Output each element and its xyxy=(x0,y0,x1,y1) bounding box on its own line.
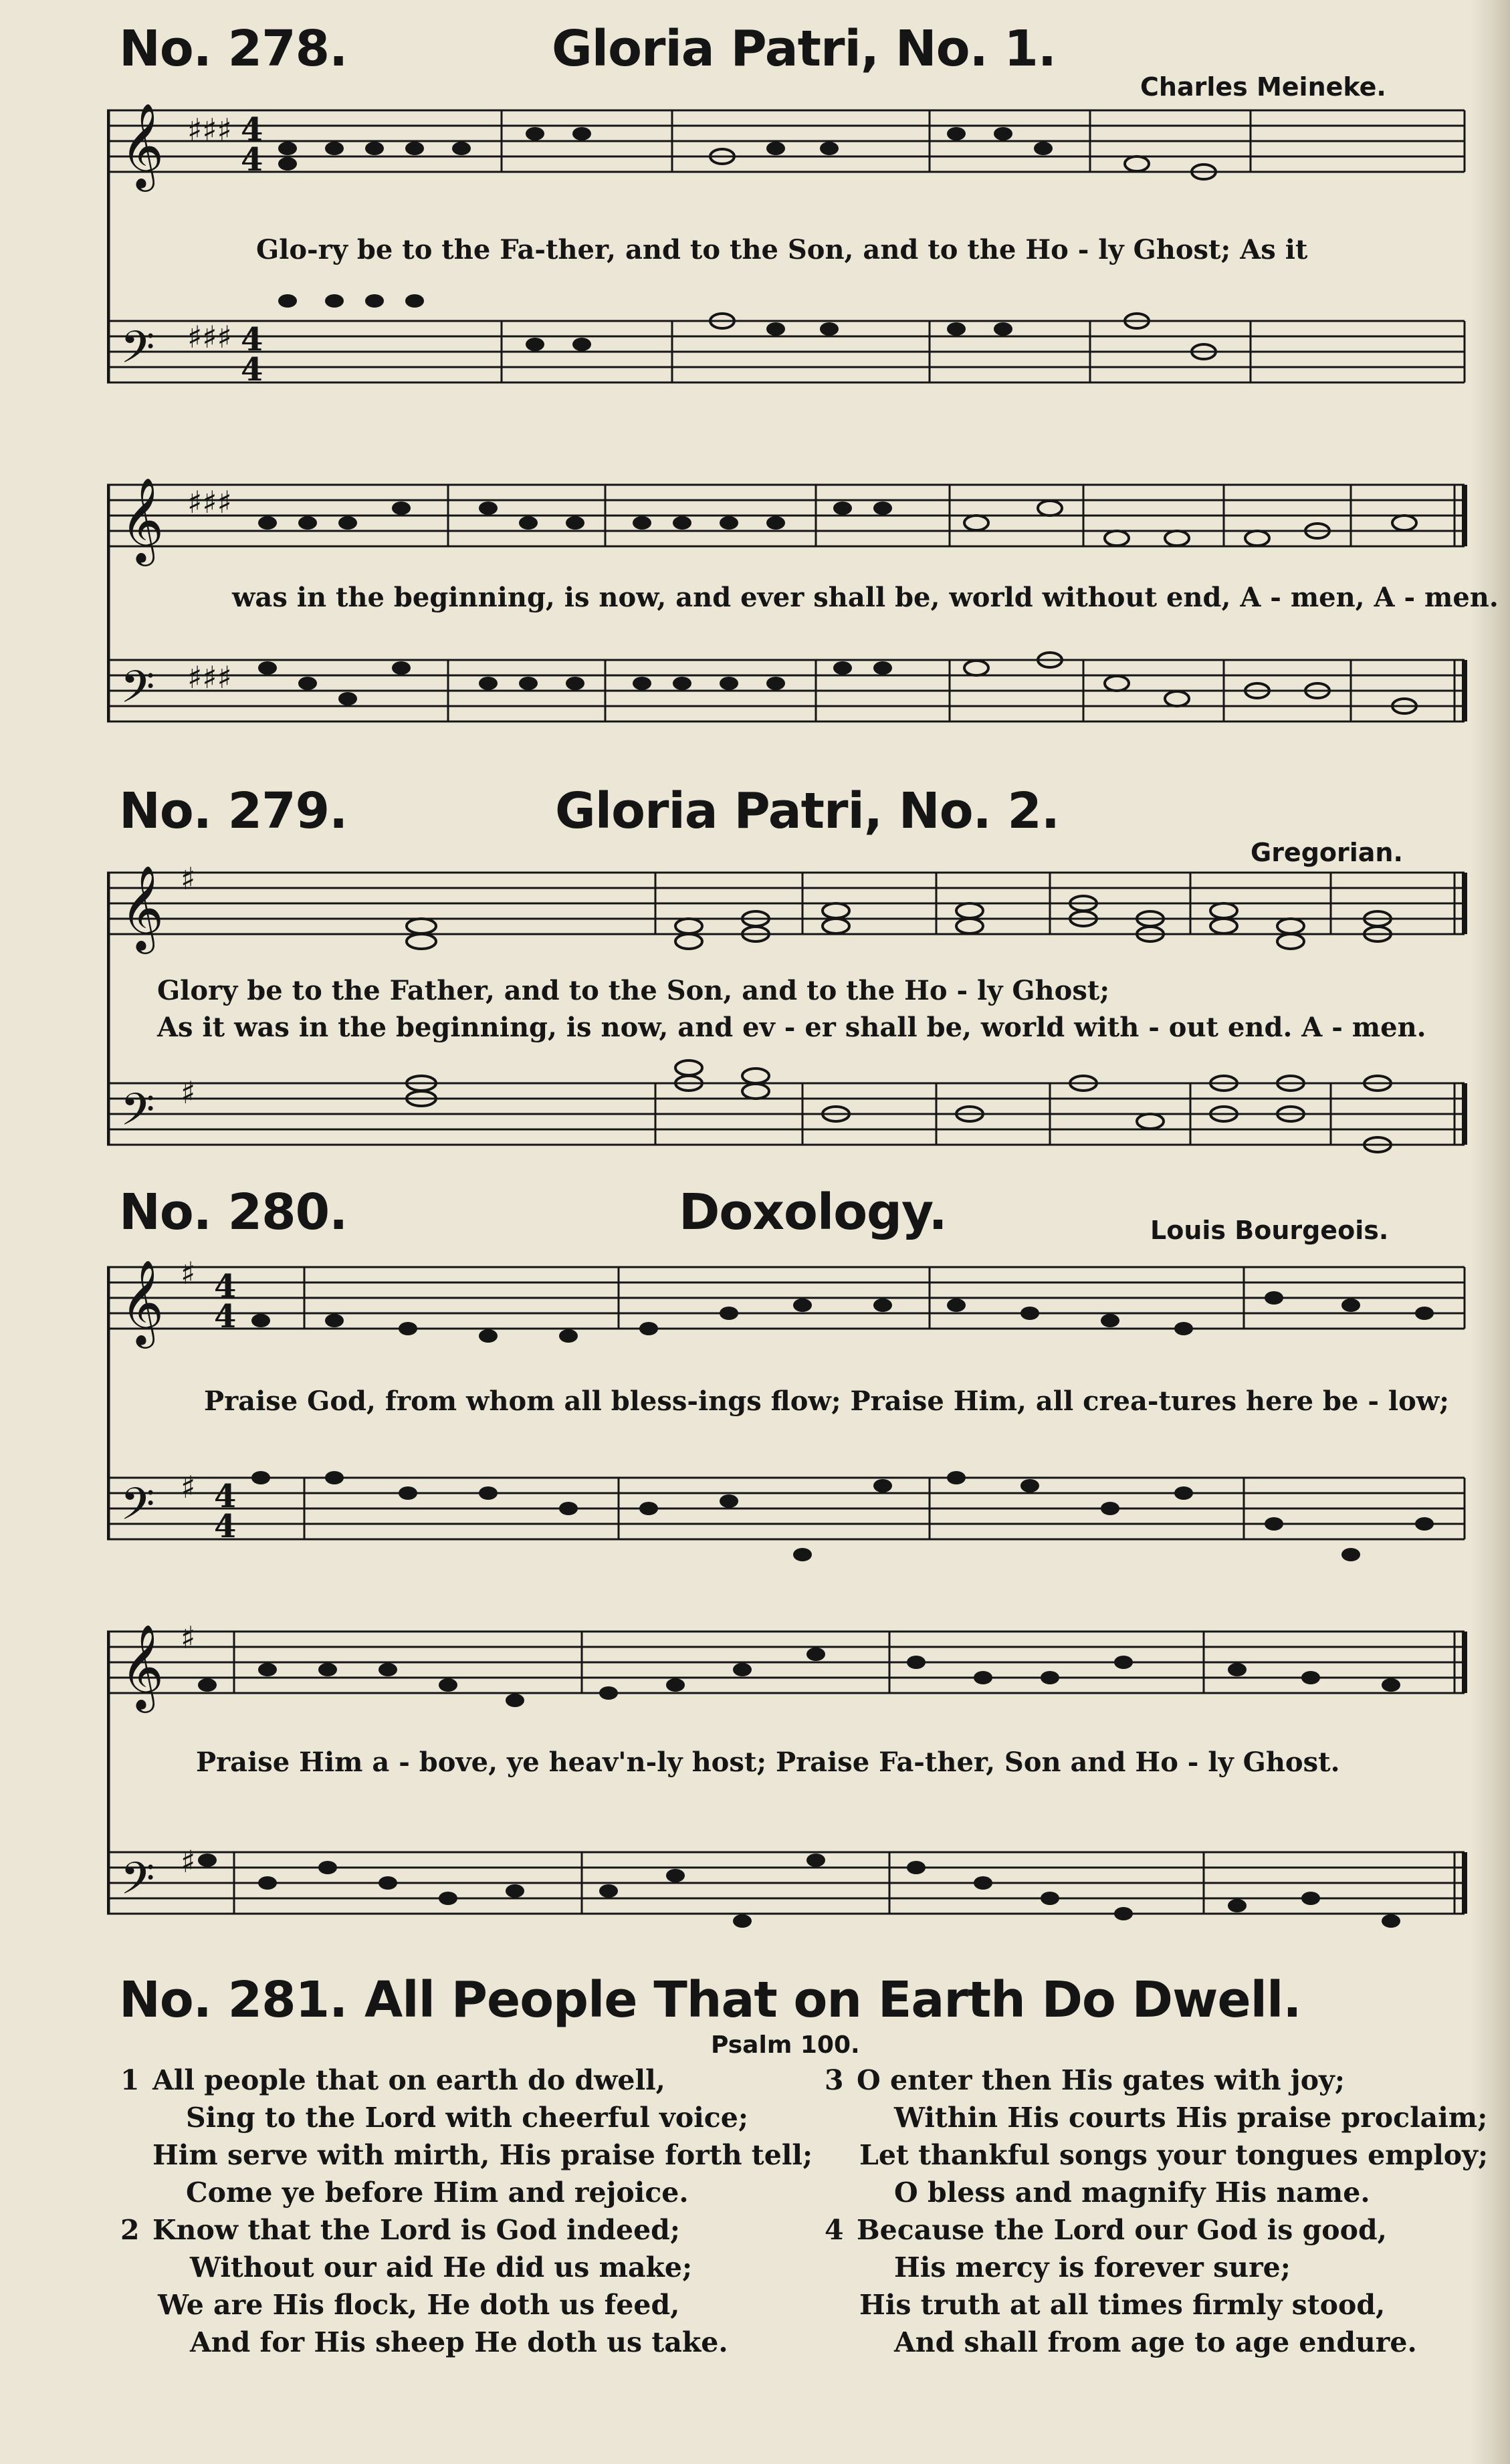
stanza-number: 1 xyxy=(120,2064,140,2096)
svg-text:♯: ♯ xyxy=(181,863,196,897)
stanza-line: His mercy is forever sure; xyxy=(894,2251,1291,2283)
svg-text:♯: ♯ xyxy=(181,1843,196,1880)
hymn-number: No. 279. xyxy=(119,782,348,840)
svg-text:4: 4 xyxy=(241,111,263,148)
hymn-number: No. 280. xyxy=(119,1184,348,1241)
stanza-line: O enter then His gates with joy; xyxy=(857,2064,1345,2096)
hymn-number: No. 278. xyxy=(119,20,348,78)
svg-text:♯♯♯: ♯♯♯ xyxy=(187,112,232,148)
svg-text:𝄢: 𝄢 xyxy=(120,661,155,723)
svg-text:♯♯♯: ♯♯♯ xyxy=(187,319,232,355)
stanza-line: We are His flock, He doth us feed, xyxy=(158,2289,680,2321)
svg-text:𝄞: 𝄞 xyxy=(120,1259,165,1345)
svg-text:♯: ♯ xyxy=(181,1619,196,1656)
lyric-line: Glo-ry be to the Fa-ther, and to the Son, and to the Ho - ly Ghost; As it xyxy=(256,234,1308,265)
svg-text:𝄞: 𝄞 xyxy=(120,102,165,188)
stanza-number: 2 xyxy=(120,2214,140,2246)
composer: Louis Bourgeois. xyxy=(1150,1216,1389,1245)
svg-text:♯♯♯: ♯♯♯ xyxy=(187,484,232,520)
stanza-number: 4 xyxy=(825,2214,844,2246)
stanza-line: Because the Lord our God is good, xyxy=(857,2214,1387,2246)
lyric-line: Praise God, from whom all bless-ings flow; Praise Him, all crea-tures here be - low; xyxy=(204,1385,1449,1417)
hymn-title: Gloria Patri, No. 2. xyxy=(555,782,1060,840)
svg-text:𝄢: 𝄢 xyxy=(120,322,155,384)
stanza-line: Know that the Lord is God indeed; xyxy=(152,2214,680,2246)
svg-text:4: 4 xyxy=(214,1298,237,1335)
svg-text:♯: ♯ xyxy=(181,1469,196,1505)
lyric-line: Glory be to the Father, and to the Son, and to the Ho - ly Ghost; xyxy=(157,975,1110,1006)
stanza-2 xyxy=(120,2211,728,2361)
svg-text:4: 4 xyxy=(241,351,263,388)
psalm-reference: Psalm 100. xyxy=(711,2031,860,2059)
svg-text:𝄞: 𝄞 xyxy=(120,1623,165,1709)
svg-text:♯: ♯ xyxy=(181,1257,196,1291)
stanza-line: Let thankful songs your tongues employ; xyxy=(859,2139,1489,2171)
music-staff-system xyxy=(107,411,1471,746)
svg-text:4: 4 xyxy=(214,1268,237,1305)
svg-text:𝄞: 𝄞 xyxy=(120,477,165,562)
stanza-1 xyxy=(120,2061,813,2211)
stanza-line: All people that on earth do dwell, xyxy=(152,2064,665,2096)
lyric-line: Praise Him a - bove, ye heav'n-ly host; Praise Fa-ther, Son and Ho - ly Ghost. xyxy=(196,1747,1340,1778)
svg-text:𝄞: 𝄞 xyxy=(120,865,165,950)
svg-text:4: 4 xyxy=(214,1478,237,1515)
stanza-line: His truth at all times firmly stood, xyxy=(859,2289,1386,2321)
hymn-number: No. 281. xyxy=(119,1971,348,2029)
svg-text:♯: ♯ xyxy=(181,1075,196,1111)
hymn-title: Doxology. xyxy=(679,1184,947,1241)
composer: Charles Meineke. xyxy=(1140,72,1386,102)
svg-text:4: 4 xyxy=(241,141,263,179)
lyric-line: As it was in the beginning, is now, and ev - er shall be, world with - out end. A - men. xyxy=(157,1012,1426,1043)
stanza-4 xyxy=(825,2211,1417,2361)
svg-text:4: 4 xyxy=(241,321,263,358)
stanza-line: Sing to the Lord with cheerful voice; xyxy=(186,2102,748,2134)
stanza-line: Him serve with mirth, His praise forth tell; xyxy=(152,2139,813,2171)
hymn-title: Gloria Patri, No. 1. xyxy=(552,20,1057,78)
stanza-line: Come ye before Him and rejoice. xyxy=(186,2176,689,2209)
stanza-3 xyxy=(825,2061,1488,2211)
svg-text:𝄢: 𝄢 xyxy=(120,1478,155,1541)
hymn-title: All People That on Earth Do Dwell. xyxy=(364,1971,1301,2029)
stanza-line: O bless and magnify His name. xyxy=(894,2176,1370,2209)
lyric-line: was in the beginning, is now, and ever shall be, world without end, A - men, A - men. xyxy=(232,582,1499,613)
svg-text:♯♯♯: ♯♯♯ xyxy=(187,659,232,695)
svg-text:4: 4 xyxy=(214,1508,237,1545)
svg-text:𝄢: 𝄢 xyxy=(120,1853,155,1915)
stanza-line: And shall from age to age endure. xyxy=(894,2326,1417,2358)
stanza-line: And for His sheep He doth us take. xyxy=(190,2326,728,2358)
svg-text:𝄢: 𝄢 xyxy=(120,1084,155,1146)
stanza-line: Without our aid He did us make; xyxy=(190,2251,693,2283)
composer: Gregorian. xyxy=(1251,838,1403,867)
stanza-line: Within His courts His praise proclaim; xyxy=(894,2102,1488,2134)
stanza-number: 3 xyxy=(825,2064,844,2096)
